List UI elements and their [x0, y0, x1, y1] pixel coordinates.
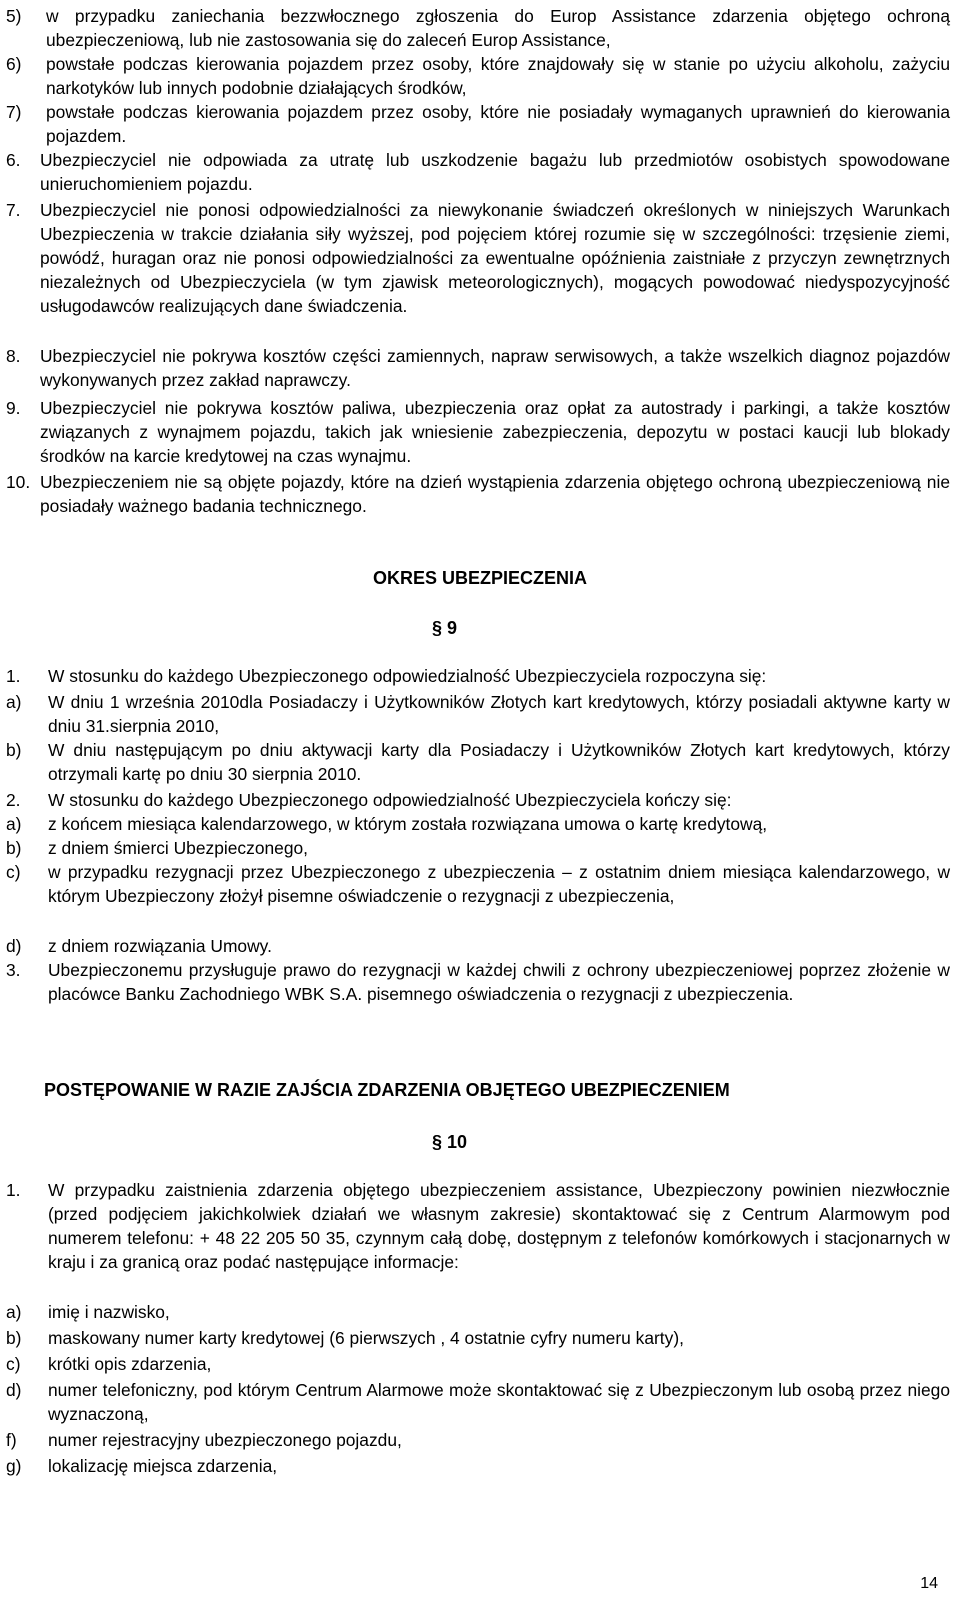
list-item	[6, 1300, 950, 1324]
item-text: numer rejestracyjny ubezpieczonego pojazdu,	[48, 1430, 402, 1450]
item-text: numer telefoniczny, pod którym Centrum Alarmowe może skontaktować się z Ubezpieczonym lub osobą przez niego wyznaczoną,	[48, 1380, 950, 1424]
item-text: powstałe podczas kierowania pojazdem przez osoby, które nie posiadały wymaganych uprawnień do kierowania pojazdem.	[46, 102, 950, 146]
item-text: w przypadku zaniechania bezzwłocznego zgłoszenia do Europ Assistance zdarzenia objętego ochroną ubezpieczeniową, lub nie zastosowania się do zaleceń Europ Assistance,	[46, 6, 950, 50]
item-label: 9.	[6, 398, 21, 418]
page-number: 14	[920, 1575, 938, 1592]
list-item	[6, 344, 950, 392]
item-text: W dniu 1 września 2010dla Posiadaczy i Użytkowników Złotych kart kredytowych, którzy posiadali aktywne karty w dniu 31.sierpnia 2010,	[48, 692, 950, 736]
item-text: Ubezpieczyciel nie pokrywa kosztów paliwa, ubezpieczenia oraz opłat za autostrady i parkingi, a także kosztów związanych z wynajmem pojazdu, takich jak wniesienie zabezpieczenia, depozytu w postaci kaucji lub blokady środków na karcie kredytowej na czas wynajmu.	[40, 398, 950, 466]
item-label: c)	[6, 1354, 21, 1374]
paragraph-symbol: §	[432, 618, 443, 638]
item-label: b)	[6, 740, 22, 760]
item-text: w przypadku rezygnacji przez Ubezpieczonego z ubezpieczenia – z ostatnim dniem miesiąca kalendarzowego, w którym Ubezpieczony złożył pisemne oświadczenie o rezygnacji z ubezpieczenia,	[48, 862, 950, 906]
item-label: 1.	[6, 666, 21, 686]
list-item	[6, 1352, 950, 1376]
item-text: W dniu następującym po dniu aktywacji karty dla Posiadaczy i Użytkowników Złotych kart kredytowych, którzy otrzymali kartę po dniu 30 sierpnia 2010.	[48, 740, 950, 784]
section-title: POSTĘPOWANIE W RAZIE ZAJŚCIA ZDARZENIA OBJĘTEGO UBEZPIECZENIEM	[44, 1080, 730, 1100]
list-item	[6, 738, 950, 786]
list-item	[6, 788, 950, 812]
item-label: 7.	[6, 200, 21, 220]
item-label: 6.	[6, 150, 21, 170]
item-label: 3.	[6, 960, 21, 980]
list-item	[6, 1454, 950, 1478]
item-label: d)	[6, 1380, 22, 1400]
item-label: f)	[6, 1430, 17, 1450]
item-text: W przypadku zaistnienia zdarzenia objętego ubezpieczeniem assistance, Ubezpieczony powinien niezwłocznie (przed podjęciem jakichkolwiek działań we własnym zakresie) skontaktować się z Centrum Alarmowym pod numerem telefonu: + 48 22 205 50 35, czynnym całą dobę, dostępnym z telefonów komórkowych i stacjonarnych w kraju i za granicą oraz podać następujące informacje:	[48, 1180, 950, 1272]
list-item	[6, 1378, 950, 1426]
list-item	[6, 100, 950, 148]
paragraph-heading	[432, 1130, 467, 1154]
item-label: 6)	[6, 54, 22, 74]
list-item	[6, 4, 950, 52]
item-label: a)	[6, 692, 22, 712]
item-label: 5)	[6, 6, 22, 26]
list-item	[6, 470, 950, 518]
item-text: Ubezpieczyciel nie odpowiada za utratę lub uszkodzenie bagażu lub przedmiotów osobistych spowodowane unieruchomieniem pojazdu.	[40, 150, 950, 194]
item-label: b)	[6, 1328, 22, 1348]
section-title: OKRES UBEZPIECZENIA	[372, 568, 588, 588]
item-text: maskowany numer karty kredytowej (6 pierwszych , 4 ostatnie cyfry numeru karty),	[48, 1328, 684, 1348]
paragraph-number: 10	[447, 1132, 468, 1152]
list-item	[6, 396, 950, 468]
list-item	[6, 1326, 950, 1350]
item-text: Ubezpieczeniem nie są objęte pojazdy, które na dzień wystąpienia zdarzenia objętego ochroną ubezpieczeniową nie posiadały ważnego badania technicznego.	[40, 472, 950, 516]
item-label: g)	[6, 1456, 22, 1476]
item-label: 8.	[6, 346, 21, 366]
item-label: 2.	[6, 790, 21, 810]
item-text: z dniem śmierci Ubezpieczonego,	[48, 838, 309, 858]
list-item	[6, 52, 950, 100]
item-text: Ubezpieczyciel nie ponosi odpowiedzialności za niewykonanie świadczeń określonych w niniejszych Warunkach Ubezpieczenia w trakcie działania siły wyższej, pod pojęciem której rozumie się w szczególności: trzęsienie ziemi, powódź, huragan oraz nie ponosi odpowiedzialności za ewentualne opóźnienia zaistniałe z przyczyn zewnętrznych niezależnych od Ubezpieczyciela (w tym zjawisk meteorologicznych), mogących powodować niedyspozycyjność usługodawców realizujących dane świadczenia.	[40, 200, 950, 316]
list-item	[6, 690, 950, 738]
list-item	[6, 198, 950, 318]
item-label: 1.	[6, 1180, 21, 1200]
item-label: 10.	[6, 472, 31, 492]
item-label: c)	[6, 862, 21, 882]
paragraph-heading	[432, 616, 457, 640]
list-item	[6, 148, 950, 196]
list-item	[6, 812, 950, 836]
item-label: b)	[6, 838, 22, 858]
item-text: z końcem miesiąca kalendarzowego, w którym została rozwiązana umowa o kartę kredytową,	[48, 814, 768, 834]
item-label: 7)	[6, 102, 22, 122]
item-text: Ubezpieczonemu przysługuje prawo do rezygnacji w każdej chwili z ochrony ubezpieczeniowej poprzez złożenie w placówce Banku Zachodniego WBK S.A. pisemnego oświadczenia o rezygnacji z ubezpieczenia.	[48, 960, 950, 1004]
list-item	[6, 664, 950, 688]
paragraph-number: 9	[447, 618, 458, 638]
item-text: z dniem rozwiązania Umowy.	[48, 936, 272, 956]
list-item	[6, 934, 950, 958]
list-item	[6, 1428, 950, 1452]
list-item	[6, 1178, 950, 1274]
item-label: d)	[6, 936, 22, 956]
item-text: lokalizację miejsca zdarzenia,	[48, 1456, 278, 1476]
item-label: a)	[6, 1302, 22, 1322]
item-text: W stosunku do każdego Ubezpieczonego odpowiedzialność Ubezpieczyciela kończy się:	[48, 790, 732, 810]
list-item	[6, 860, 950, 908]
item-label: a)	[6, 814, 22, 834]
item-text: krótki opis zdarzenia,	[48, 1354, 212, 1374]
list-item	[6, 958, 950, 1006]
item-text: imię i nazwisko,	[48, 1302, 170, 1322]
paragraph-symbol: §	[432, 1132, 443, 1152]
item-text: W stosunku do każdego Ubezpieczonego odpowiedzialność Ubezpieczyciela rozpoczyna się:	[48, 666, 767, 686]
item-text: powstałe podczas kierowania pojazdem przez osoby, które znajdowały się w stanie po użyciu alkoholu, zażyciu narkotyków lub innych podobnie działających środków,	[46, 54, 950, 98]
list-item	[6, 836, 950, 860]
item-text: Ubezpieczyciel nie pokrywa kosztów części zamiennych, napraw serwisowych, a także wszelkich diagnoz pojazdów wykonywanych przez zakład naprawczy.	[40, 346, 950, 390]
